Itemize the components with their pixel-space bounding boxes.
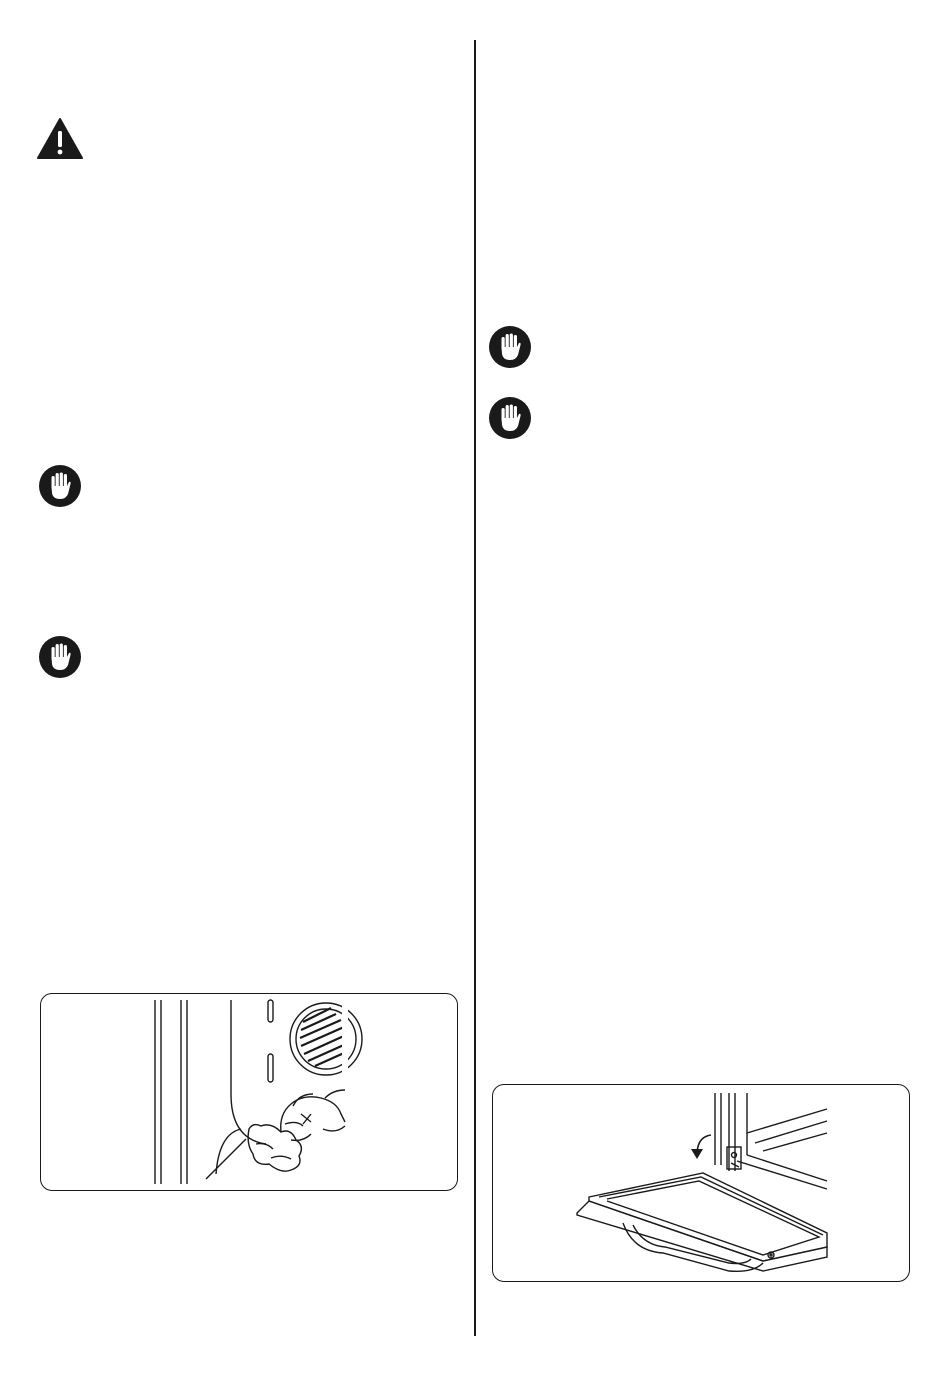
stop-hand-icon <box>38 464 82 508</box>
warning-icon <box>36 117 84 160</box>
stop-hand-icon <box>488 396 532 440</box>
stop-hand-icon <box>488 325 532 369</box>
column-divider <box>474 40 476 1336</box>
oven-cleaning-illustration <box>40 993 458 1191</box>
stop-hand-icon <box>38 635 82 679</box>
oven-door-illustration <box>492 1084 910 1282</box>
